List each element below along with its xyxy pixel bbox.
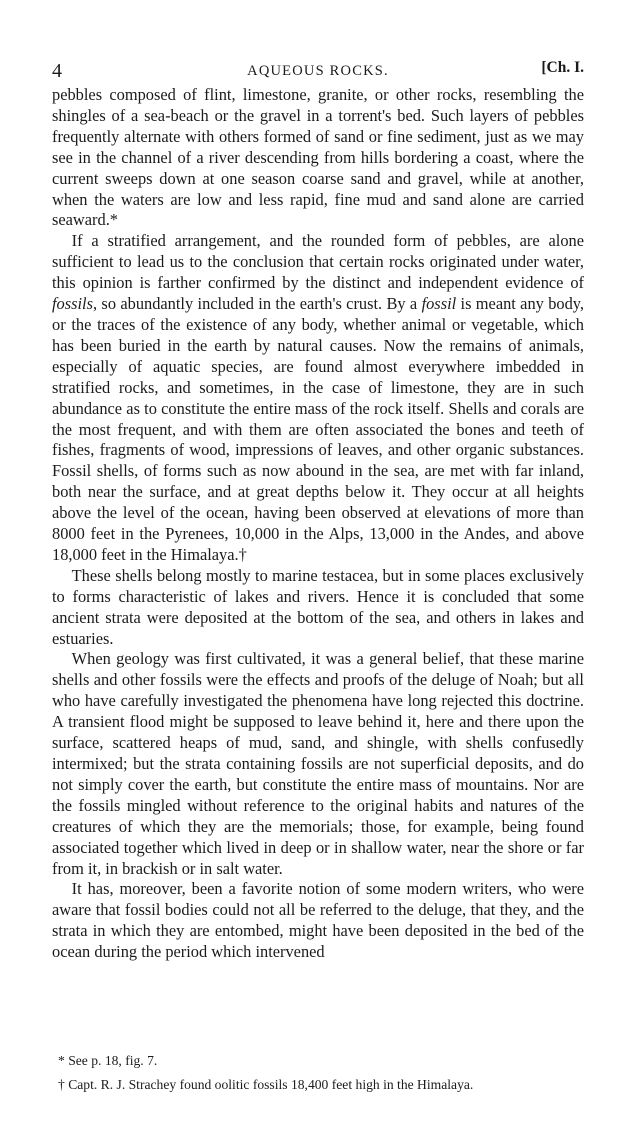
paragraph-text: , so abundantly included in the earth's crust. By a — [93, 294, 422, 314]
paragraph-text: is meant any body, or the traces of the existence of any body, whether animal or vegetable, which has been buried in the earth by natural causes. Now the remains of animals, especially of aquatic species, are found almost everywhere imbedded in stratified rocks, and sometimes, in the case of limestone, they are in such abundance as to constitute the entire mass of the rock itself. Shells and corals are the most frequent, and with them are often associated the bones and teeth of fishes, fragments of wood, impressions of leaves, and other organic substances. Fossil shells, of forms such as now abound in the sea, are met with far inland, both near the surface, and at great depths below it. They occur at all heights above the level of the ocean, having been observed at elevations of more than 8000 feet in the Pyrenees, 10,000 in the Alps, 13,000 in the Andes, and above 18,000 feet in the Himalaya.† — [52, 294, 585, 564]
footnotes — [58, 1052, 593, 1100]
italic-term: fossils — [52, 294, 93, 314]
running-head — [52, 55, 584, 85]
paragraph — [52, 85, 584, 231]
italic-term: fossil — [421, 294, 457, 314]
running-title: AQUEOUS ROCKS. — [247, 63, 389, 79]
paragraph-text: If a stratified arrangement, and the rounded form of pebbles, are alone sufficient to lead us to the conclusion that certain rocks originated under water, this opinion is farther confirmed by the distinct and independent evidence of — [52, 231, 584, 293]
paragraph — [52, 231, 584, 566]
chapter-reference: [Ch. I. — [541, 59, 584, 76]
paragraph-text: It has, moreover, been a favorite notion of some modern writers, who were aware that fossil bodies could not all be referred to the deluge, that they, and the strata in which they are entombed, might have been deposited in the bed of the ocean during the period which intervened — [52, 879, 584, 962]
book-page — [52, 55, 584, 963]
page-number: 4 — [52, 60, 62, 82]
footnote: * See p. 18, fig. 7. — [58, 1053, 158, 1068]
paragraph-text: These shells belong mostly to marine testacea, but in some places exclusively to forms characteristic of lakes and rivers. Hence it is concluded that some ancient strata were deposited at the bottom of the sea, and others in lakes and estuaries. — [52, 565, 584, 648]
body-text — [52, 85, 584, 963]
footnote: † Capt. R. J. Strachey found oolitic fossils 18,400 feet high in the Himalaya. — [58, 1077, 474, 1092]
paragraph-text: pebbles composed of flint, limestone, granite, or other rocks, resembling the shingles of a sea-beach or the gravel in a torrent's bed. Such layers of pebbles frequently alternate with others formed of sand or fine sediment, just as we may see in the channel of a river descending from hills bordering a coast, where the current sweeps down at one season coarse sand and gravel, while at another, when the waters are low and less rapid, fine mud and sand alone are carried seaward.* — [52, 85, 584, 230]
paragraph — [52, 649, 584, 879]
paragraph-text: When geology was first cultivated, it was a general belief, that these marine shells and other fossils were the effects and proofs of the deluge of Noah; but all who have carefully investigated the phenomena have long rejected this doctrine. A transient flood might be supposed to leave behind it, here and there upon the surface, scattered heaps of mud, sand, and shingle, with shells confusedly intermixed; but the strata containing fossils are not superficial deposits, and do not simply cover the earth, but constitute the entire mass of mountains. Nor are the fossils mingled without reference to the original habits and natures of the creatures of which they are the memorials; those, for example, being found associated together which lived in deep or in shallow water, near the shore or far from it, in brackish or in salt water. — [52, 649, 584, 878]
paragraph — [52, 566, 584, 650]
paragraph — [52, 879, 584, 963]
